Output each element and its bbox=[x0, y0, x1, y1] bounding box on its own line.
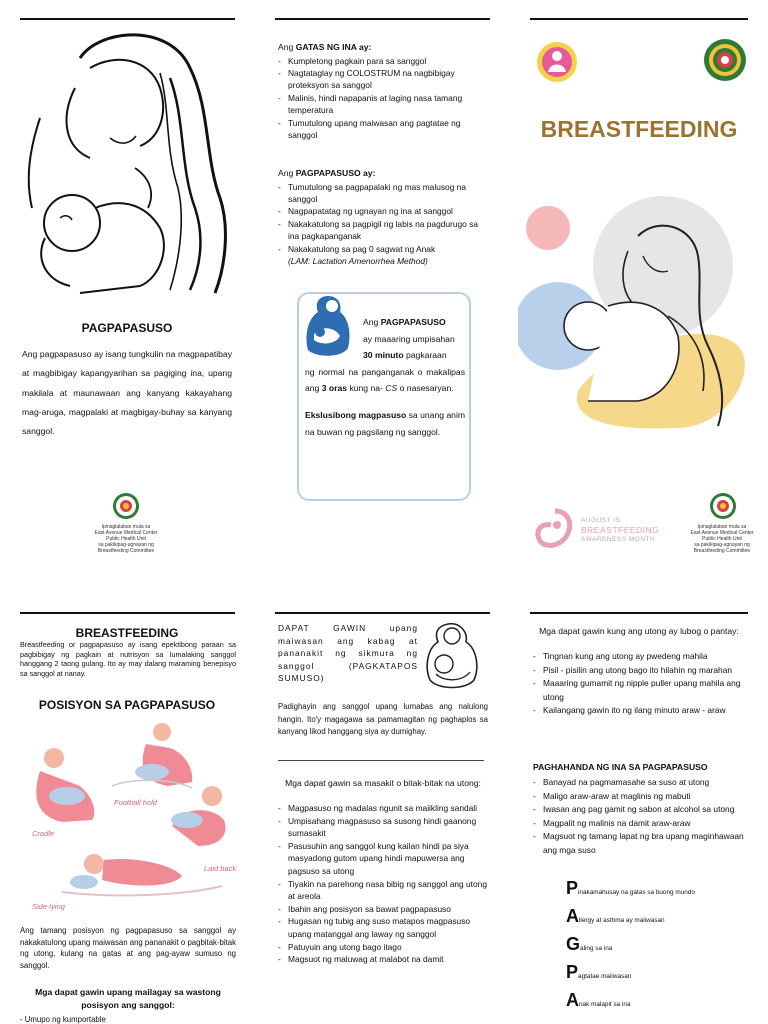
lubog-list bbox=[533, 650, 745, 718]
panel3-top-rule bbox=[530, 18, 748, 20]
government-seal bbox=[703, 38, 747, 82]
first-item: - Umupo ng kumportable bbox=[20, 1015, 106, 1024]
panel3-seal bbox=[709, 492, 737, 520]
list-item: - Tumutulong sa pagpapalaki ng mas malusog na sanggol bbox=[278, 181, 488, 206]
list-item: - Nagtataglay ng COLOSTRUM na nagbibigay proteksyon sa sanggol bbox=[278, 67, 488, 92]
panel5-top-rule bbox=[275, 612, 490, 614]
list-item: - Magpalit ng malinis na damit araw-araw bbox=[533, 817, 745, 831]
burping-icon bbox=[422, 618, 486, 692]
panel6-top-rule bbox=[530, 612, 748, 614]
positions-illustration bbox=[22, 716, 244, 912]
acrostic-row: A llergy at asthma ay maiiwasan bbox=[566, 906, 665, 926]
panel1-logo-caption: Ipinaglalaban mula sa East Avenue Medical Center Public Health Unit sa pakikipag-ugnayan ng Breastfeeding Committee bbox=[94, 524, 158, 554]
list-item: - Patuyuin ang utong bago itago bbox=[278, 941, 488, 954]
cover-illustration bbox=[518, 196, 758, 434]
awareness-month-logo bbox=[533, 505, 663, 553]
box-line4: ng normal na panganganak o makalipas ang 3 oras kung na- CS o nasesaryan. bbox=[305, 366, 465, 394]
panel1-title: PAGPAPASUSO bbox=[81, 321, 173, 335]
list-item: - Pisil - pisilin ang utong bago ito hilahin ng marahan bbox=[533, 664, 745, 678]
cover-title: BREASTFEEDING bbox=[540, 116, 738, 142]
list-item: - Banayad na pagmamasahe sa suso at utong bbox=[533, 776, 745, 790]
box-line5: Ekslusibong magpasuso sa unang anim na buwan ng pagsilang ng sanggol. bbox=[305, 409, 466, 437]
gatas-section bbox=[278, 40, 488, 141]
august-line3: AWARENESS MONTH bbox=[581, 536, 656, 543]
panel4-top-rule bbox=[20, 612, 235, 614]
list-item: - Nagpapatatag ng ugnayan ng ina at sanggol bbox=[278, 205, 488, 217]
august-line2: BREASTFEEDING bbox=[581, 525, 660, 535]
august-line1: AUGUST IS bbox=[581, 517, 621, 524]
list-item: - Iwasan ang pag gamit ng sabon at alcohol sa utong bbox=[533, 803, 745, 817]
gatas-list bbox=[278, 55, 488, 142]
panel5-divider bbox=[278, 760, 484, 761]
gatas-heading: Ang GATAS NG INA ay: bbox=[278, 42, 372, 52]
list-item: - Maaaring gumamit ng nipple puller upang mahila ang utong bbox=[533, 677, 745, 704]
list-item: - Tiyakin na parehong nasa bibig ng sanggol ang utong at areola bbox=[278, 878, 488, 903]
paghahanda-heading: PAGHAHANDA NG INA SA PAGPAPASUSO bbox=[533, 762, 708, 772]
label-cradle: Cradle bbox=[32, 829, 55, 838]
dapat-gawin-text: DAPAT GAWIN upang maiwasan ang kabag at pananakit ng sikmura ng sanggol (PAGKATAPOS SUMUSO) bbox=[278, 623, 418, 684]
list-item: - Tingnan kung ang utong ay pwedeng mahila bbox=[533, 650, 745, 664]
list-item: - Tumutulong upang maiwasan ang pagtatae ng sanggol bbox=[278, 117, 488, 142]
padighayin-text: Padighayin ang sanggol upang lumabas ang nalulong hangin. Ito'y magagawa sa pamamagitan ng paghaplos sa kanyang likod hanggang siya ay dumighay. bbox=[278, 702, 488, 737]
pagpapasuso-heading: Ang PAGPAPASUSO ay: bbox=[278, 168, 376, 178]
list-item: - Kailangang gawin ito ng ilang minuto araw - araw bbox=[533, 704, 745, 718]
posisyon-body: Ang tamang posisyon ng pagpapasuso sa sanggol ay nakakatulong upang maiwasan ang pananakit o pagbitak-bitak ng utong, kulang na gatas at ang pag-ayaw sumuso ng sanggol. bbox=[20, 926, 236, 970]
mga-heading: Mga dapat gawin upang mailagay sa wastong posisyon ang sanggol: bbox=[35, 987, 221, 1011]
paghahanda-list bbox=[533, 776, 745, 858]
panel4-body: Breastfeeding or pagpapasuso ay isang epektibong paraan sa pagbibigay ng pagkain at nutrisyon sa lumalaking sanggol hanggang 2 taong gulang. Ito ay may dalang maraming benepisyo sa sanggol at nanay. bbox=[20, 640, 236, 678]
list-item: - Maligo araw-araw at maglinis ng mabuti bbox=[533, 790, 745, 804]
acrostic-row: P agtatae maiiwasan bbox=[566, 962, 632, 982]
list-item: - Nakakatulong sa pag 0 sagwat ng Anak bbox=[278, 243, 488, 255]
panel3-logo-caption: Ipinaglalaban mula sa East Avenue Medical Center Public Health Unit sa pakikipag-ugnayan ng Breastfeeding Committee bbox=[690, 524, 754, 554]
info-box-text bbox=[305, 314, 465, 440]
box-line1: Ang PAGPAPASUSO bbox=[363, 317, 446, 327]
list-item: - Pasusuhin ang sanggol kung kailan hindi pa siya masyadong gutom upang hindi mapuwersa ang pagsuso sa utong bbox=[278, 840, 488, 878]
label-side-lying: Side-lying bbox=[32, 902, 65, 911]
label-laid-back: Laid back bbox=[204, 864, 237, 873]
list-item: - Ibahin ang posisyon sa bawat pagpapasuso bbox=[278, 903, 488, 916]
list-item: - Magsuot ng maluwag at malabot na damit bbox=[278, 953, 488, 966]
list-item: - Nakakatulong sa pagpigil ng labis na pagdurugo sa ina pagkapanganak bbox=[278, 218, 488, 243]
list-item: - Malinis, hindi napapanis at laging nasa tamang temperatura bbox=[278, 92, 488, 117]
lubog-heading: Mga dapat gawin kung ang utong ay lubog o pantay: bbox=[539, 626, 739, 636]
panel4-title: BREASTFEEDING bbox=[75, 626, 179, 640]
list-item: - Kumpletong pagkain para sa sanggol bbox=[278, 55, 488, 67]
breastfeeding-logo bbox=[535, 40, 579, 84]
pagpapasuso-section bbox=[278, 166, 488, 267]
panel2-top-rule bbox=[275, 18, 490, 20]
box-line2: ay maaaring umpisahan bbox=[363, 333, 455, 344]
list-item: - Hugasan ng tubig ang suso matapos magpasuso upang matanggal ang laway ng sanggol bbox=[278, 915, 488, 940]
masakit-heading: Mga dapat gawin sa masakit o bitak-bitak na utong: bbox=[285, 778, 481, 788]
acrostic-row: G aling sa ina bbox=[566, 934, 613, 954]
acrostic-row: P inakamahusay na gatas sa buong mundo bbox=[566, 878, 695, 898]
panel1-body: Ang pagpapasuso ay isang tungkulin na magpapatibay at magbibigay kapangyarihan sa pagiging ina, upang makilala at maunawaan ang kanyang kakayahang mag-aruga, magpalaki at magbigay-buhay sa kanyang sanggol. bbox=[22, 349, 232, 437]
masakit-list bbox=[278, 802, 488, 966]
pagpapasuso-list bbox=[278, 181, 488, 255]
posisyon-title: POSISYON SA PAGPAPASUSO bbox=[38, 698, 216, 712]
acrostic-row: A nak malapit sa ina bbox=[566, 990, 631, 1010]
panel1-seal bbox=[112, 492, 140, 520]
label-football: Football hold bbox=[114, 798, 157, 807]
mother-baby-line-art bbox=[20, 28, 234, 300]
panel1-top-rule bbox=[20, 18, 235, 20]
list-item: - Magsuot ng tamang lapat ng bra upang maginhawaan ang mga suso bbox=[533, 830, 745, 857]
lam-note: (LAM: Lactation Amenorrhea Method) bbox=[288, 256, 428, 267]
acrostic bbox=[566, 878, 746, 1018]
box-line3: 30 minuto pagkaraan bbox=[363, 350, 447, 361]
list-item: - Magpasuso ng madalas ngunit sa maiikling sandali bbox=[278, 802, 488, 815]
list-item: - Umpisahang magpasuso sa susong hindi gaanong sumasakit bbox=[278, 815, 488, 840]
